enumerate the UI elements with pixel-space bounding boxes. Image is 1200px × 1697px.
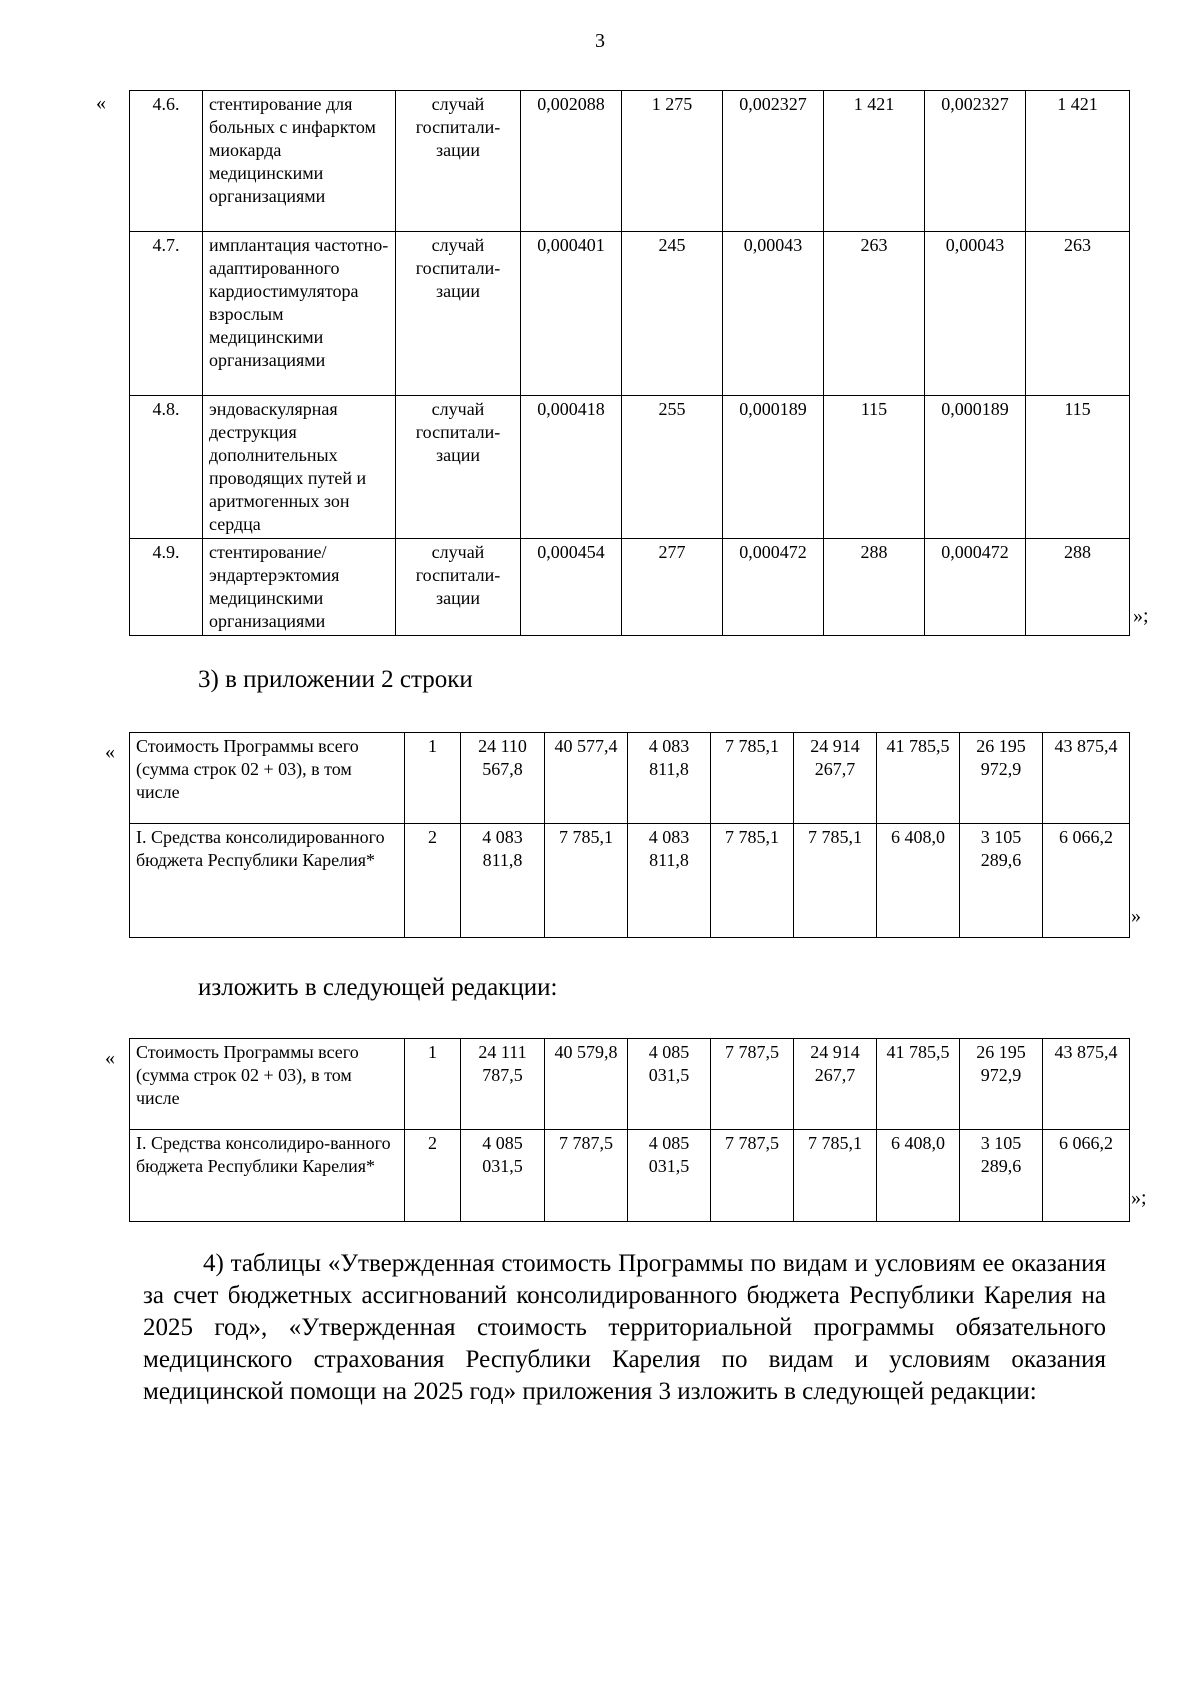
row-description: эндоваскулярная деструкция дополнительных проводящих путей и аритмогенных зон сердца: [203, 396, 396, 539]
cell-value: 263: [824, 232, 925, 396]
quote-open: «: [105, 741, 115, 763]
cell-value: 6 066,2: [1043, 1130, 1130, 1222]
table-program-cost-new: [129, 1038, 1130, 1222]
cell-value: 7 787,5: [711, 1039, 794, 1130]
row-code: 2: [405, 1130, 461, 1222]
cell-value: 7 785,1: [711, 824, 794, 938]
cell-value: 24 111 787,5: [461, 1039, 545, 1130]
cell-value: 0,002327: [925, 91, 1026, 232]
table-stenting: [129, 90, 1130, 636]
cell-value: 4 083 811,8: [628, 824, 711, 938]
cell-value: 277: [622, 539, 723, 636]
row-unit: случай госпитали-зации: [396, 232, 521, 396]
row-description: имплантация частотно-адаптированного кардиостимулятора взрослым медицинскими организациями: [203, 232, 396, 396]
row-description: Стоимость Программы всего (сумма строк 02 + 03), в том числе: [130, 733, 405, 824]
cell-value: 255: [622, 396, 723, 539]
cell-value: 4 085 031,5: [628, 1130, 711, 1222]
quote-open: «: [105, 1047, 115, 1069]
row-number: 4.6.: [130, 91, 203, 232]
cell-value: 0,000401: [521, 232, 622, 396]
cell-value: 115: [824, 396, 925, 539]
cell-value: 43 875,4: [1043, 1039, 1130, 1130]
cell-value: 7 785,1: [711, 733, 794, 824]
table-row: [130, 824, 1130, 938]
cell-value: 24 110 567,8: [461, 733, 545, 824]
row-description: стентирование/ эндартерэктомия медицинскими организациями: [203, 539, 396, 636]
cell-value: 0,002327: [723, 91, 824, 232]
cell-value: 0,000189: [723, 396, 824, 539]
cell-value: 4 085 031,5: [461, 1130, 545, 1222]
row-code: 1: [405, 733, 461, 824]
cell-value: 3 105 289,6: [960, 824, 1043, 938]
cell-value: 1 421: [1026, 91, 1130, 232]
cell-value: 7 787,5: [545, 1130, 628, 1222]
quote-close: »;: [1131, 1187, 1147, 1209]
table-row: [130, 396, 1130, 539]
cell-value: 7 785,1: [794, 1130, 877, 1222]
cell-value: 245: [622, 232, 723, 396]
row-number: 4.9.: [130, 539, 203, 636]
cell-value: 0,000472: [723, 539, 824, 636]
cell-value: 0,000418: [521, 396, 622, 539]
cell-value: 0,000472: [925, 539, 1026, 636]
cell-value: 1 275: [622, 91, 723, 232]
row-unit: случай госпитали-зации: [396, 91, 521, 232]
cell-value: 4 083 811,8: [628, 733, 711, 824]
quote-close: »;: [1133, 605, 1149, 627]
cell-value: 24 914 267,7: [794, 733, 877, 824]
cell-value: 41 785,5: [877, 1039, 960, 1130]
cell-value: 41 785,5: [877, 733, 960, 824]
row-code: 1: [405, 1039, 461, 1130]
cell-value: 0,000189: [925, 396, 1026, 539]
cell-value: 4 085 031,5: [628, 1039, 711, 1130]
table-row: [130, 539, 1130, 636]
table-program-cost-old: [129, 732, 1130, 938]
row-number: 4.7.: [130, 232, 203, 396]
cell-value: 40 577,4: [545, 733, 628, 824]
cell-value: 43 875,4: [1043, 733, 1130, 824]
cell-value: 40 579,8: [545, 1039, 628, 1130]
cell-value: 7 785,1: [794, 824, 877, 938]
section-heading: 3) в приложении 2 строки: [198, 666, 473, 693]
cell-value: 7 787,5: [711, 1130, 794, 1222]
quote-close: »: [1131, 905, 1141, 927]
cell-value: 1 421: [824, 91, 925, 232]
section-heading: изложить в следующей редакции:: [198, 974, 558, 1001]
cell-value: 0,00043: [723, 232, 824, 396]
table-row: [130, 1130, 1130, 1222]
body-paragraph: 4) таблицы «Утвержденная стоимость Программы по видам и условиям ее оказания за счет бюджетных ассигнований консолидированного бюджета Республики Карелия на 2025 год», «Утвержденная стоимость территориальной программы обязательного медицинского страхования Республики Карелия по видам и условиям оказания медицинской помощи на 2025 год» приложения 3 изложить в следующей редакции:: [143, 1250, 1106, 1405]
table-row: [130, 91, 1130, 232]
cell-value: 24 914 267,7: [794, 1039, 877, 1130]
cell-value: 4 083 811,8: [461, 824, 545, 938]
cell-value: 0,000454: [521, 539, 622, 636]
cell-value: 26 195 972,9: [960, 733, 1043, 824]
row-unit: случай госпитали-зации: [396, 539, 521, 636]
cell-value: 6 408,0: [877, 1130, 960, 1222]
cell-value: 263: [1026, 232, 1130, 396]
cell-value: 288: [824, 539, 925, 636]
row-number: 4.8.: [130, 396, 203, 539]
table-row: [130, 1039, 1130, 1130]
quote-open: «: [96, 92, 106, 114]
row-description: Стоимость Программы всего (сумма строк 02 + 03), в том числе: [130, 1039, 405, 1130]
row-unit: случай госпитали-зации: [396, 396, 521, 539]
row-description: стентирование для больных с инфарктом миокарда медицинскими организациями: [203, 91, 396, 232]
cell-value: 3 105 289,6: [960, 1130, 1043, 1222]
cell-value: 0,00043: [925, 232, 1026, 396]
cell-value: 288: [1026, 539, 1130, 636]
cell-value: 6 408,0: [877, 824, 960, 938]
cell-value: 115: [1026, 396, 1130, 539]
page-number: 3: [595, 30, 605, 52]
cell-value: 6 066,2: [1043, 824, 1130, 938]
cell-value: 0,002088: [521, 91, 622, 232]
row-description: I. Средства консолидированного бюджета Республики Карелия*: [130, 824, 405, 938]
row-code: 2: [405, 824, 461, 938]
table-row: [130, 733, 1130, 824]
cell-value: 26 195 972,9: [960, 1039, 1043, 1130]
cell-value: 7 785,1: [545, 824, 628, 938]
row-description: I. Средства консолидиро-ванного бюджета Республики Карелия*: [130, 1130, 405, 1222]
table-row: [130, 232, 1130, 396]
